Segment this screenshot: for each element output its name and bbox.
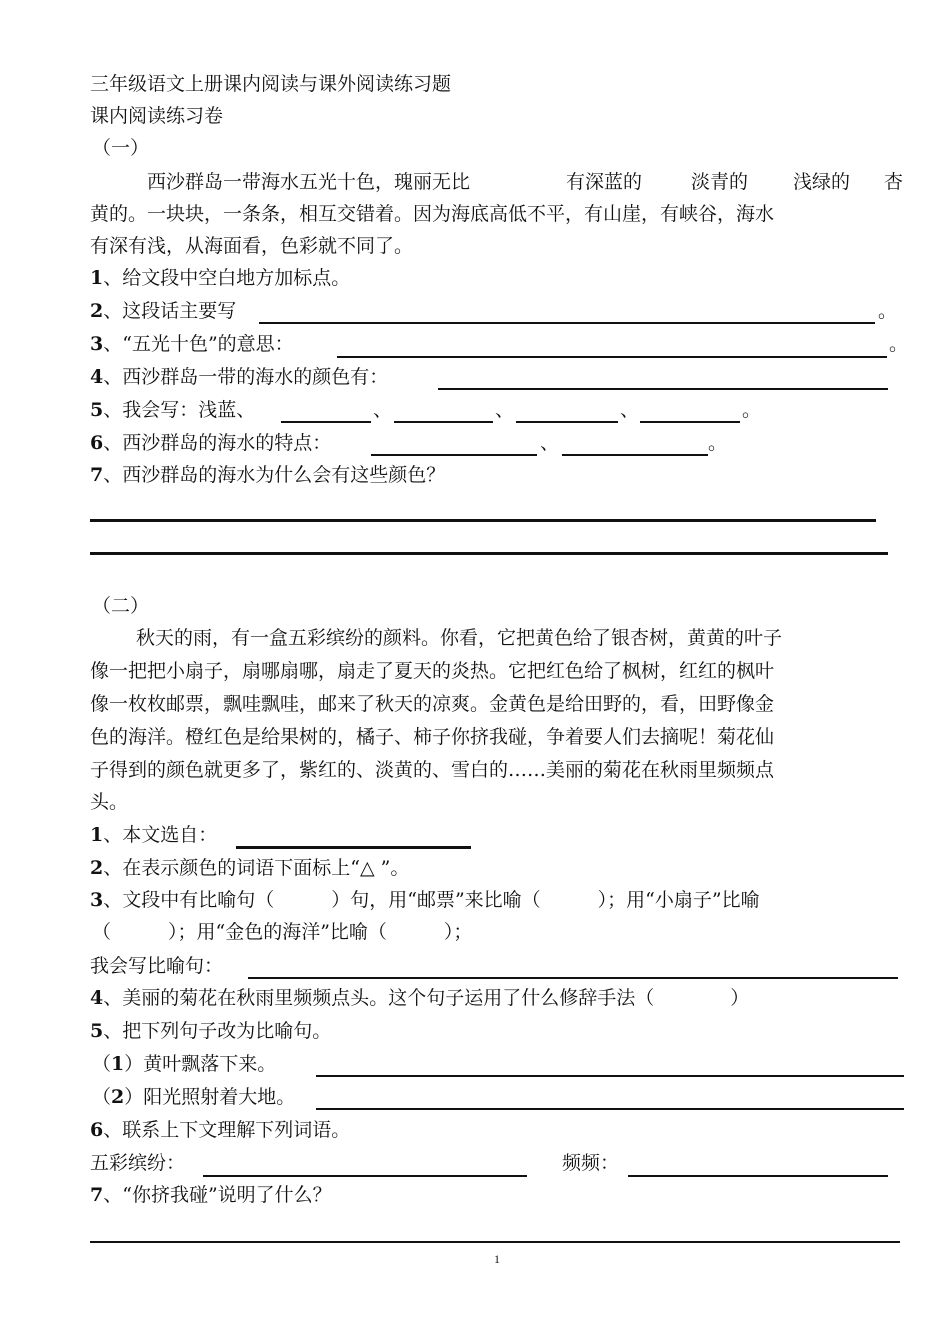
p1-question-7: 7、西沙群岛的海水为什么会有这些颜色？ xyxy=(90,464,446,486)
p2-q7-answer-line[interactable] xyxy=(90,1241,900,1243)
p1-question-4: 4、西沙群岛一带的海水的颜色有： xyxy=(90,366,389,388)
p1-q6-period: 。 xyxy=(708,432,728,454)
p1-q5-blank-3[interactable] xyxy=(516,421,618,423)
passage2-line1: 秋天的雨，有一盒五彩缤纷的颜料。你看，它把黄色给了银杏树，黄黄的叶子 xyxy=(136,627,783,649)
passage1-word-apricot: 杏 xyxy=(884,171,904,193)
p1-question-3: 3、“五光十色”的意思： xyxy=(90,333,294,355)
p1-q7-answer-line-1[interactable] xyxy=(90,519,876,522)
passage2-line5: 子得到的颜色就更多了，紫红的、淡黄的、雪白的……美丽的菊花在秋雨里频频点 xyxy=(90,759,775,781)
part2-label: （二） xyxy=(92,595,150,617)
p1-q4-answer-line[interactable] xyxy=(438,388,888,390)
p1-q6-blank-1[interactable] xyxy=(371,454,537,456)
p1-q5-blank-1[interactable] xyxy=(281,421,371,423)
p1-q3-answer-line[interactable] xyxy=(337,356,887,358)
p2-q5-answer-line-1[interactable] xyxy=(316,1075,904,1077)
passage2-line3: 像一枚枚邮票，飘哇飘哇，邮来了秋天的凉爽。金黄色是给田野的，看，田野像金 xyxy=(90,693,775,715)
page-number: 1 xyxy=(494,1252,500,1266)
passage1-word-light-green: 浅绿的 xyxy=(793,171,851,193)
p1-q7-answer-line-2[interactable] xyxy=(90,552,888,555)
p1-q5-period: 。 xyxy=(742,399,762,421)
p2-q1-answer-line[interactable] xyxy=(236,846,471,849)
p1-q5-blank-2[interactable] xyxy=(394,421,493,423)
p2-q6-answer-line-2[interactable] xyxy=(628,1175,888,1177)
p2-q5-sentence-1: （1）黄叶飘落下来。 xyxy=(92,1053,277,1075)
p2-write-answer-line[interactable] xyxy=(248,977,898,979)
passage1-word-deep-blue: 有深蓝的 xyxy=(566,171,643,193)
p1-q5-sep-3: 、 xyxy=(620,399,640,421)
p2-q5-sentence-2: （2）阳光照射着大地。 xyxy=(92,1086,296,1108)
worksheet-subtitle: 课内阅读练习卷 xyxy=(90,105,224,127)
p1-question-5: 5、我会写：浅蓝、 xyxy=(90,399,256,421)
p1-question-6: 6、西沙群岛的海水的特点： xyxy=(90,432,332,454)
p2-question-4: 4、美丽的菊花在秋雨里频频点头。这个句子运用了什么修辞手法（ ） xyxy=(90,987,750,1009)
p2-q5-answer-line-2[interactable] xyxy=(316,1108,904,1110)
passage2-line4: 色的海洋。橙红色是给果树的，橘子、柿子你挤我碰，争着要人们去摘呢！菊花仙 xyxy=(90,726,775,748)
p1-question-1: 1、给文段中空白地方加标点。 xyxy=(90,267,351,289)
part1-label: （一） xyxy=(92,137,150,159)
p2-write-metaphor: 我会写比喻句： xyxy=(90,955,224,977)
passage2-line2: 像一把把小扇子，扇哪扇哪，扇走了夏天的炎热。它把红色给了枫树，红红的枫叶 xyxy=(90,660,775,682)
passage1-word-pale-green: 淡青的 xyxy=(691,171,749,193)
p1-q5-blank-4[interactable] xyxy=(640,421,740,423)
p2-q6-answer-line-1[interactable] xyxy=(203,1175,527,1177)
p2-question-3-cont: （ ）；用“金色的海洋”比喻（ ）； xyxy=(92,921,473,943)
p1-q2-period: 。 xyxy=(878,300,898,322)
p2-question-2: 2、在表示颜色的词语下面标上“△ ”。 xyxy=(90,857,410,879)
p2-question-1: 1、本文选自： xyxy=(90,824,218,846)
p2-q6-word-1: 五彩缤纷： xyxy=(90,1152,186,1174)
p2-question-7: 7、“你挤我碰”说明了什么？ xyxy=(90,1184,332,1206)
p1-q5-sep-2: 、 xyxy=(495,399,515,421)
passage1-line3: 有深有浅，从海面看，色彩就不同了。 xyxy=(90,235,414,257)
p1-q6-blank-2[interactable] xyxy=(562,454,708,456)
p1-q5-sep-1: 、 xyxy=(373,399,393,421)
p1-q3-period: 。 xyxy=(889,333,909,355)
p2-question-5: 5、把下列句子改为比喻句。 xyxy=(90,1020,332,1042)
p2-q6-word-2: 频频： xyxy=(562,1152,620,1174)
passage1-line2: 黄的。一块块，一条条，相互交错着。因为海底高低不平，有山崖，有峡谷，海水 xyxy=(90,203,775,225)
passage2-line6: 头。 xyxy=(90,791,129,813)
p1-q2-answer-line[interactable] xyxy=(259,322,875,324)
p2-question-3: 3、文段中有比喻句（ ）句，用“邮票”来比喻（ ）；用“小扇子”比喻 xyxy=(90,889,760,911)
worksheet-title: 三年级语文上册课内阅读与课外阅读练习题 xyxy=(90,73,452,95)
passage1-line1: 西沙群岛一带海水五光十色，瑰丽无比 xyxy=(147,171,471,193)
p1-question-2: 2、这段话主要写 xyxy=(90,300,237,322)
p1-q6-sep: 、 xyxy=(540,432,560,454)
p2-question-6: 6、联系上下文理解下列词语。 xyxy=(90,1119,351,1141)
